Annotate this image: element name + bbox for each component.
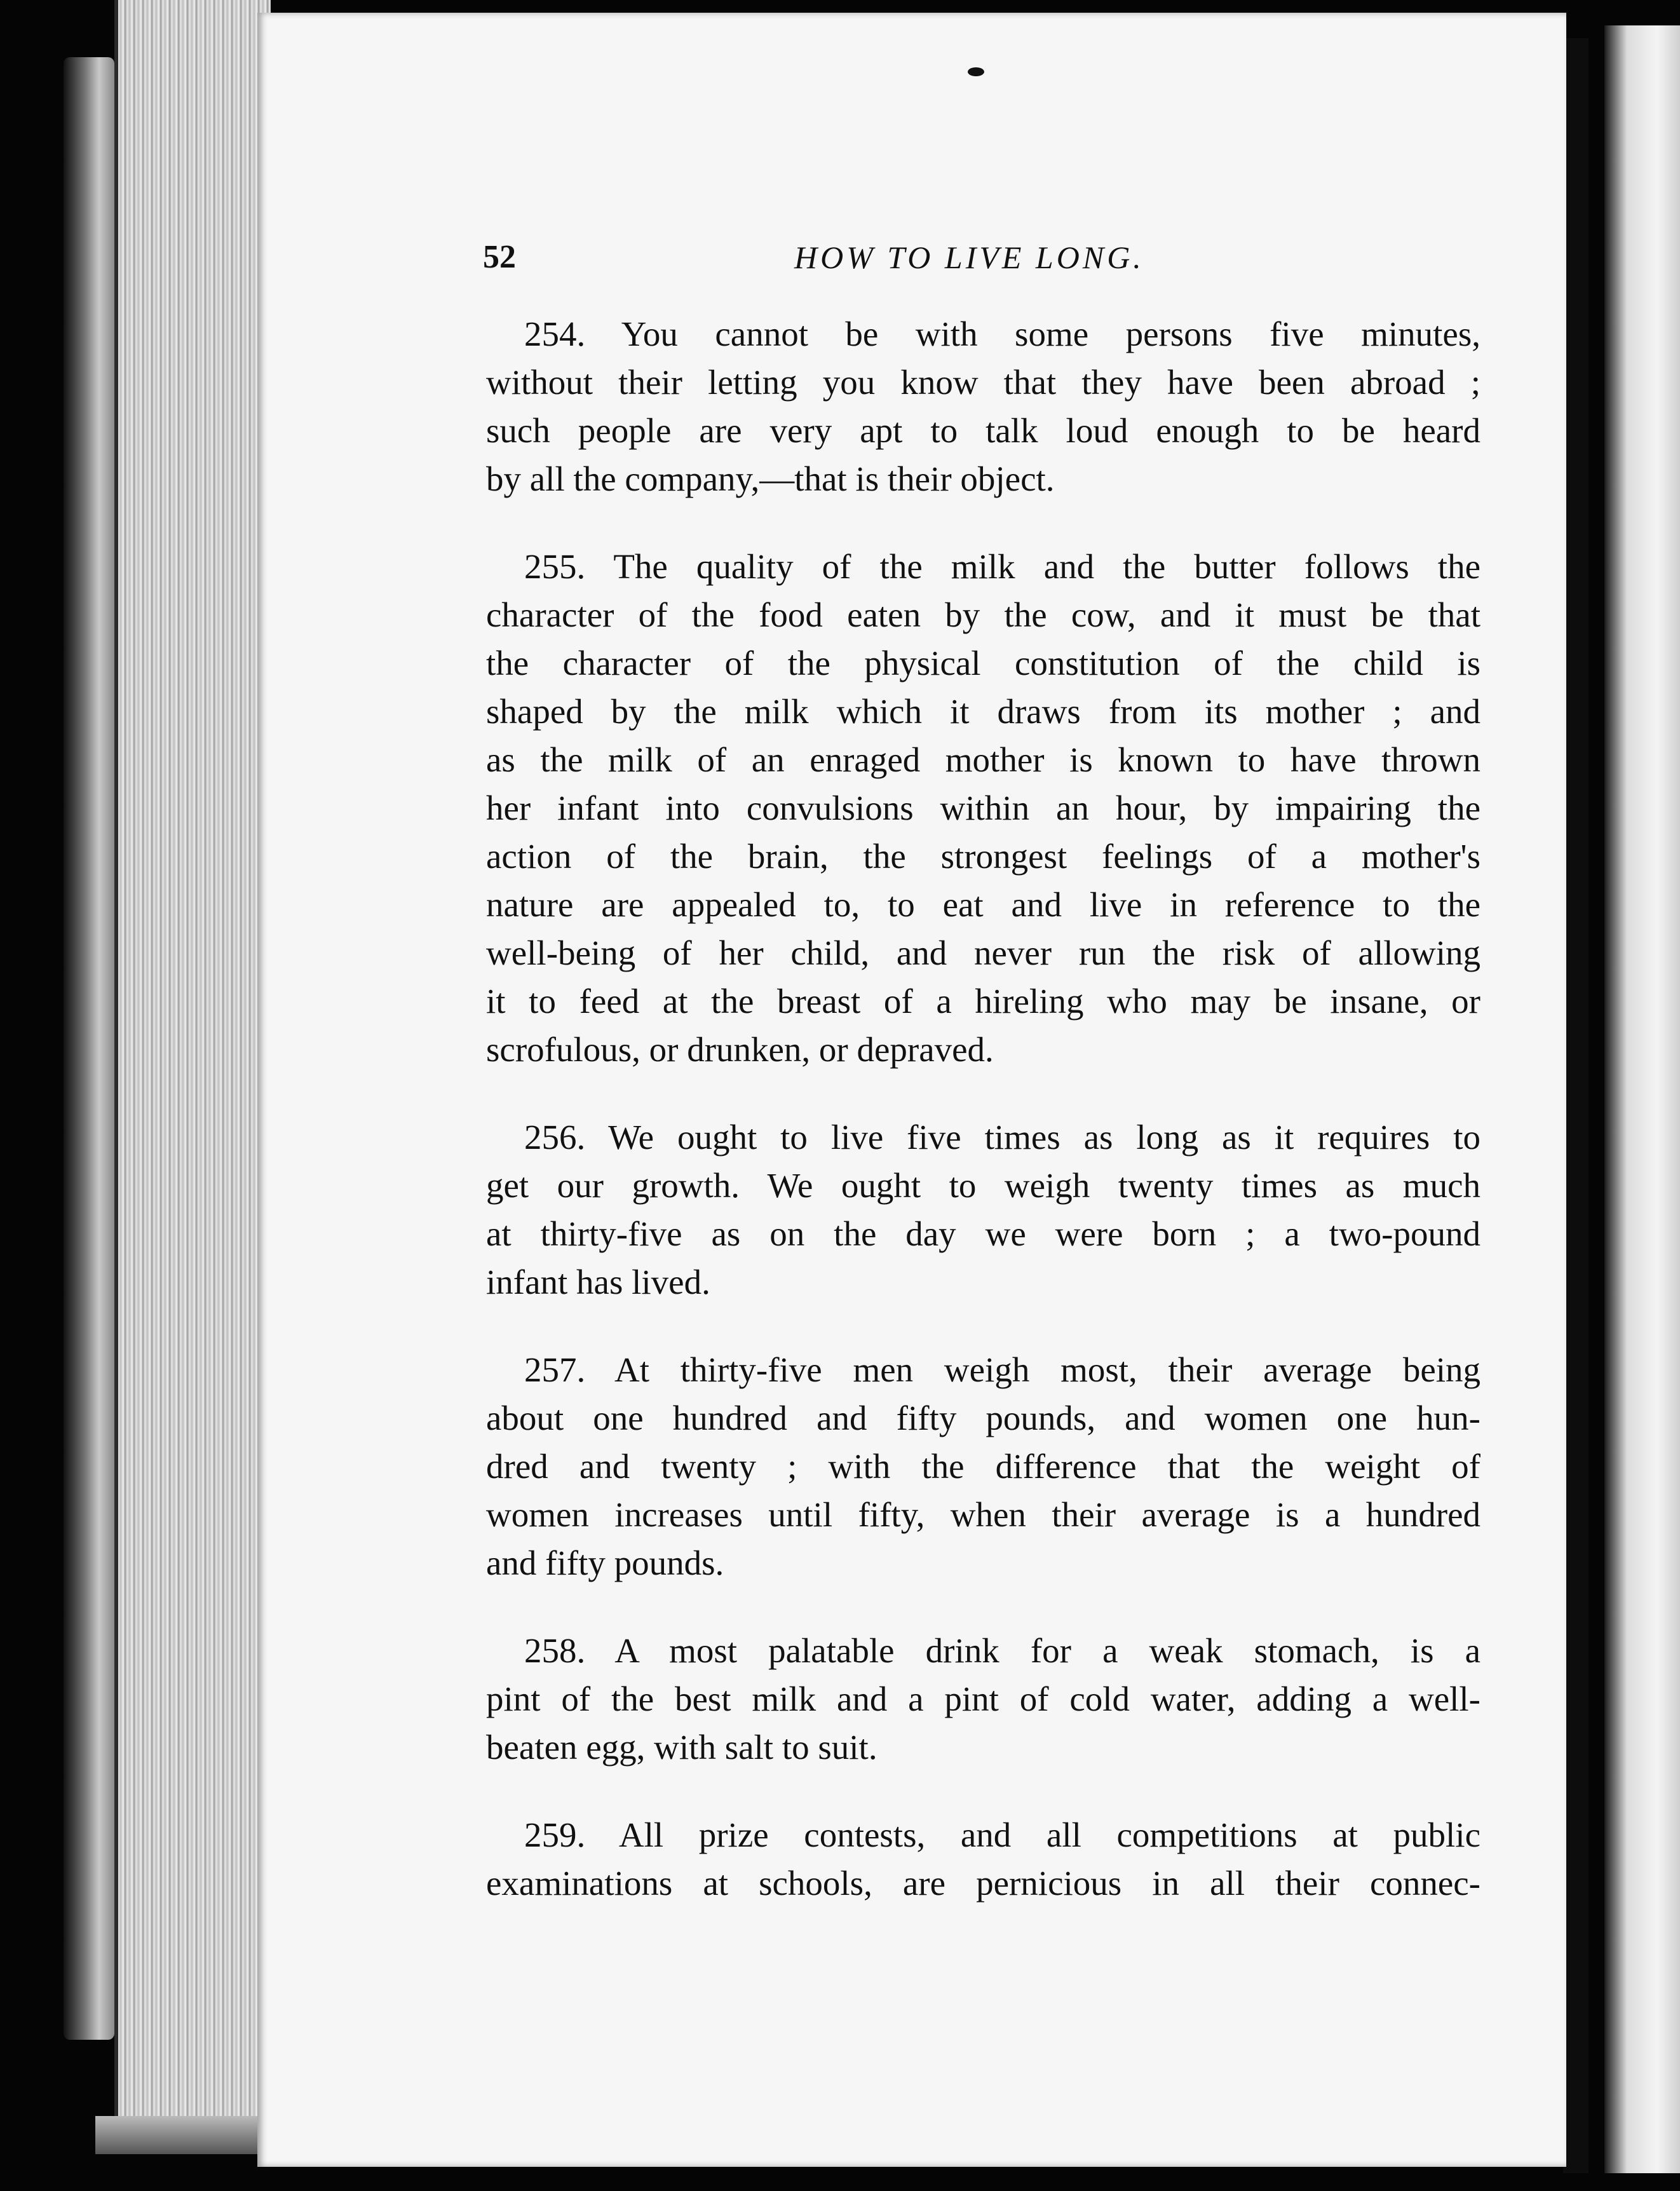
paragraph-number: 255. xyxy=(524,547,586,586)
paragraph-line: action of the brain, the strongest feelings of a mother's xyxy=(486,837,1480,876)
paragraph-line: infant has lived. xyxy=(486,1263,710,1301)
ink-mark xyxy=(968,67,984,76)
paragraph-line: without their letting you know that they have been abroad ; xyxy=(486,363,1480,402)
paragraph-number: 254. xyxy=(524,315,586,353)
paragraph-number: 256. xyxy=(524,1118,586,1157)
body-text xyxy=(486,310,1480,1947)
paragraph-line: 255. The quality of the milk and the butter follows the xyxy=(524,547,1480,586)
paragraph-line: 258. A most palatable drink for a weak stomach, is a xyxy=(524,1631,1480,1670)
paragraph-line: 257. At thirty-five men weigh most, their average being xyxy=(524,1350,1481,1389)
paragraph-257 xyxy=(486,1346,1480,1587)
paragraph-line: it to feed at the breast of a hireling who may be insane, or xyxy=(486,982,1480,1021)
paragraph-line: such people are very apt to talk loud enough to be heard xyxy=(486,411,1480,450)
facing-page-edge xyxy=(1604,25,1680,2173)
running-title: HOW TO LIVE LONG. xyxy=(794,240,1144,275)
paragraph-255 xyxy=(486,543,1480,1074)
paragraph-line: examinations at schools, are pernicious in all their connec- xyxy=(486,1864,1480,1903)
paragraph-256 xyxy=(486,1113,1480,1306)
paragraph-line: pint of the best milk and a pint of cold water, adding a well- xyxy=(486,1679,1480,1718)
paragraph-line: 259. All prize contests, and all competitions at public xyxy=(524,1815,1481,1854)
paragraph-number: 259. xyxy=(524,1815,586,1854)
paragraph-line: her infant into convulsions within an hour, by impairing the xyxy=(486,789,1480,827)
paragraph-line: and fifty pounds. xyxy=(486,1543,724,1582)
paragraph-number: 257. xyxy=(524,1350,586,1389)
page-number: 52 xyxy=(483,239,516,275)
paragraph-line: nature are appealed to, to eat and live in reference to the xyxy=(486,885,1480,924)
paragraph-line: character of the food eaten by the cow, and it must be that xyxy=(486,595,1480,634)
paragraph-line: scrofulous, or drunken, or depraved. xyxy=(486,1030,994,1069)
paragraph-258 xyxy=(486,1627,1480,1772)
gutter-shadow xyxy=(1563,38,1589,2173)
paragraph-line: 254. You cannot be with some persons five minutes, xyxy=(524,315,1480,353)
paragraph-259 xyxy=(486,1811,1480,1908)
paragraph-line: women increases until fifty, when their average is a hundred xyxy=(486,1495,1480,1534)
paragraph-line: by all the company,—that is their object. xyxy=(486,459,1055,498)
paragraph-line: as the milk of an enraged mother is known to have thrown xyxy=(486,740,1480,779)
paragraph-number: 258. xyxy=(524,1631,586,1670)
paragraph-line: shaped by the milk which it draws from its mother ; and xyxy=(486,692,1480,731)
paragraph-line: 256. We ought to live five times as long as it requires to xyxy=(524,1118,1480,1157)
paragraph-line: at thirty-five as on the day we were born ; a two-pound xyxy=(486,1214,1480,1253)
paragraph-line: get our growth. We ought to weigh twenty times as much xyxy=(486,1166,1480,1205)
book-cover-edge xyxy=(64,57,114,2040)
paragraph-line: dred and twenty ; with the difference that the weight of xyxy=(486,1447,1480,1486)
paragraph-line: beaten egg, with salt to suit. xyxy=(486,1728,877,1767)
paragraph-line: the character of the physical constitution of the child is xyxy=(486,644,1480,682)
paragraph-line: well-being of her child, and never run the risk of allowing xyxy=(486,933,1480,972)
page-stack-edge xyxy=(114,0,271,2154)
paragraph-line: about one hundred and fifty pounds, and women one hun- xyxy=(486,1399,1480,1437)
running-head xyxy=(483,235,1474,280)
paragraph-254 xyxy=(486,310,1480,503)
